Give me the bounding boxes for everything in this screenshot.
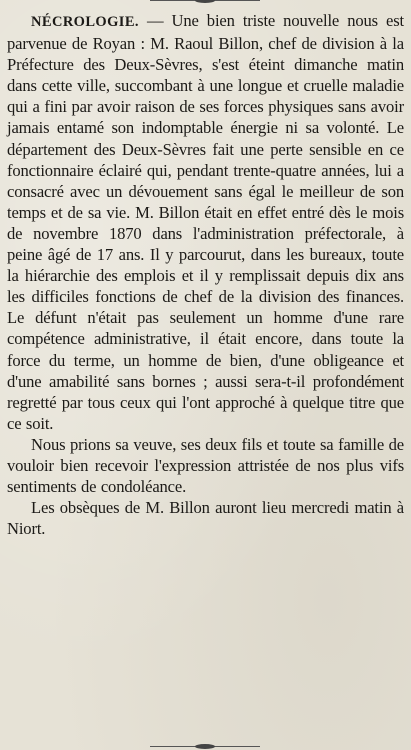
obituary-paragraph-3: Les obsèques de M. Billon auront lieu mercredi matin à Niort. bbox=[7, 498, 404, 539]
obituary-paragraph-1 bbox=[7, 10, 404, 434]
section-heading: NÉCROLOGIE. bbox=[31, 14, 139, 30]
top-ornament-rule bbox=[150, 0, 260, 5]
bottom-ornament-rule bbox=[150, 746, 260, 747]
obituary-lead-text: — Une bien triste nouvelle nous est parvenue de Royan : M. Raoul Billon, chef de division à la Préfecture des Deux-Sèvres, s'est éteint dimanche matin dans cette ville, succombant à une longue et cruelle maladie qui a fini par avoir raison de ses forces physiques sans avoir jamais entamé son indomptable énergie ni sa volonté. Le département des Deux-Sèvres fait une perte sensible en ce fonctionnaire éclairé qui, pendant trente-quatre années, lui a consacré avec un dévouement sans égal le meilleur de son temps et de sa vie. M. Billon était en effet entré dès le mois de novembre 1870 dans l'administration préfectorale, à peine âgé de 17 ans. Il y parcourut, dans les bureaux, toute la hiérarchie des emplois et il y remplissait depuis dix ans les difficiles fonctions de chef de la division des finances. Le défunt n'était pas seulement un homme d'une rare compétence administrative, il était encore, dans toute la force du terme, un homme de bien, d'une obligeance et d'une amabilité sans bornes ; aussi sera-t-il profondément regretté par tous ceux qui l'ont approché à quelque titre que ce soit. bbox=[7, 11, 404, 433]
obituary-paragraph-2: Nous prions sa veuve, ses deux fils et toute sa famille de vouloir bien recevoir l'expression attristée de nos plus vifs sentiments de condoléance. bbox=[7, 434, 404, 497]
